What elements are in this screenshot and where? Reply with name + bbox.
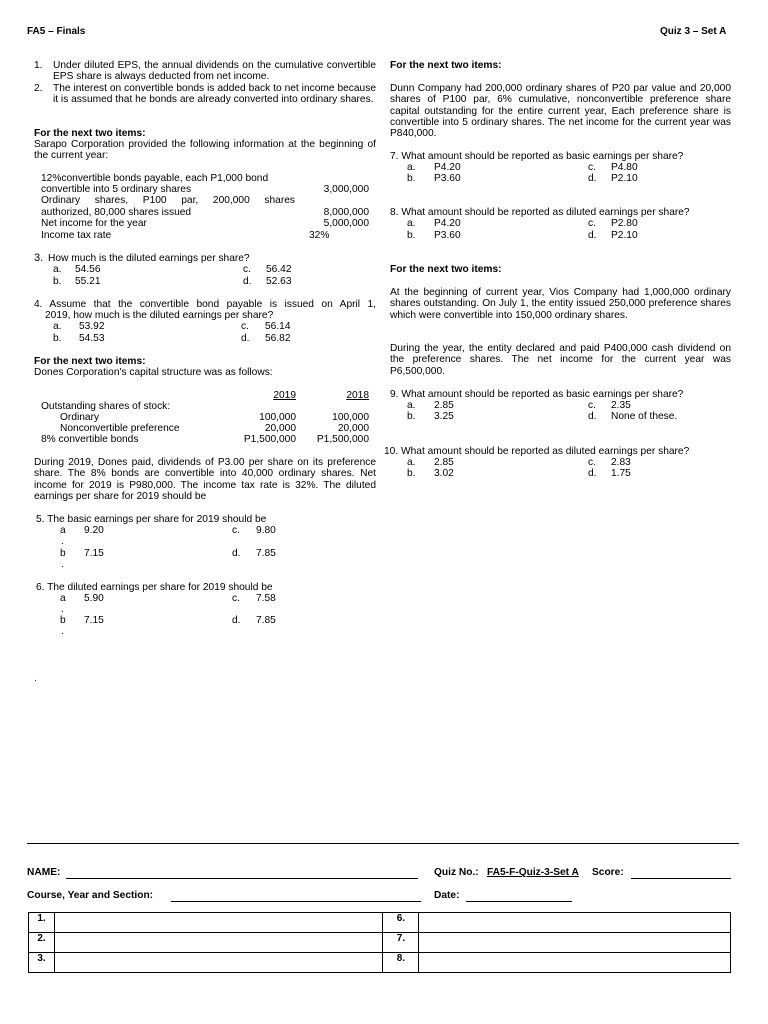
question-10-text: 10. What amount should be reported as diluted earnings per share?: [384, 446, 690, 457]
q3-choice-d-value: 52.63: [266, 276, 292, 287]
date-field[interactable]: [466, 901, 572, 902]
answer-cell[interactable]: [419, 913, 731, 933]
question-8-text: 8. What amount should be reported as diluted earnings per share?: [390, 207, 690, 218]
q4-choice-d-letter: d.: [241, 333, 250, 344]
question-6-text: 6. The diluted earnings per share for 2019 should be: [36, 582, 273, 593]
course-label: Course, Year and Section:: [27, 890, 154, 901]
answer-number: 1.: [29, 913, 55, 933]
q3-choice-d-letter: d.: [243, 276, 252, 287]
dones-intro: Dones Corporation's capital structure was as follows:: [34, 367, 273, 378]
q4-choice-c-value: 56.14: [265, 321, 291, 332]
answer-cell[interactable]: [54, 953, 383, 973]
choice-dot: .: [61, 626, 64, 637]
q6-choice-c-value: 7.58: [256, 593, 276, 604]
sarapo-row-1-line-2: convertible into 5 ordinary shares: [41, 184, 192, 195]
dones-row-label: Ordinary: [60, 412, 100, 423]
sarapo-row-1-line-1: 12%convertible bonds payable, each P1,000 bond: [41, 173, 269, 184]
q3-choice-b-value: 55.21: [75, 276, 101, 287]
header-right: Quiz 3 – Set A: [660, 26, 727, 37]
q3-choice-c-value: 56.42: [266, 264, 292, 275]
q9-choice-a-letter: a.: [407, 400, 416, 411]
q10-choice-d-letter: d.: [588, 468, 597, 479]
dones-row-value-2018: P1,500,000: [316, 434, 369, 445]
q7-choice-c-letter: c.: [588, 162, 596, 173]
question-9-text: 9. What amount should be reported as basic earnings per share?: [390, 389, 684, 400]
q4-choice-a-value: 53.92: [79, 321, 105, 332]
q10-choice-b-letter: b.: [407, 468, 416, 479]
dones-row-label: 8% convertible bonds: [41, 434, 139, 445]
q9-choice-c-value: 2.35: [611, 400, 631, 411]
q5-choice-c-value: 9.80: [256, 525, 276, 536]
dones-row-label: Outstanding shares of stock:: [41, 401, 171, 412]
dones-row-value-2019: 20,000: [264, 423, 296, 434]
dones-row-value-2018: 100,000: [332, 412, 369, 423]
header-left: FA5 – Finals: [27, 26, 86, 37]
q9-choice-d-value: None of these.: [611, 411, 678, 422]
dones-col-2018: 2018: [346, 390, 369, 401]
item-2-text: The interest on convertible bonds is added back to net income because it is assumed that he bonds are already converted into ordinary shares.: [53, 83, 376, 106]
q8-choice-c-letter: c.: [588, 218, 596, 229]
q8-choice-a-letter: a.: [407, 218, 416, 229]
sarapo-row-4-value: 32%: [309, 230, 330, 241]
sarapo-intro: Sarapo Corporation provided the following information at the beginning of the current year:: [34, 139, 376, 162]
dones-col-2019: 2019: [273, 390, 296, 401]
q8-choice-c-value: P2.80: [611, 218, 638, 229]
q9-choice-b-letter: b.: [407, 411, 416, 422]
dones-row-value-2019: P1,500,000: [243, 434, 296, 445]
q6-choice-a-letter: a: [60, 593, 66, 604]
q10-choice-d-value: 1.75: [611, 468, 631, 479]
q4-choice-b-letter: b.: [53, 333, 62, 344]
sarapo-row-2-line-2: authorized, 80,000 shares issued: [41, 207, 192, 218]
answer-cell[interactable]: [419, 933, 731, 953]
choice-dot: .: [61, 536, 64, 547]
q4-choice-c-letter: c.: [241, 321, 249, 332]
name-label: NAME:: [27, 867, 61, 878]
quiz-number-label: Quiz No.:: [434, 867, 479, 878]
q5-choice-d-letter: d.: [232, 548, 241, 559]
sarapo-row-3-label: Net income for the year: [41, 218, 147, 229]
q7-choice-d-letter: d.: [588, 173, 597, 184]
q10-choice-c-value: 2.83: [611, 457, 631, 468]
question-3-number: 3.: [34, 252, 44, 264]
score-label: Score:: [592, 867, 624, 878]
name-field[interactable]: [66, 878, 418, 879]
question-7-text: 7. What amount should be reported as basic earnings per share?: [390, 151, 684, 162]
dones-heading: For the next two items:: [34, 356, 146, 367]
q6-choice-d-value: 7.85: [256, 615, 276, 626]
score-field[interactable]: [631, 878, 731, 879]
q9-choice-d-letter: d.: [588, 411, 597, 422]
sarapo-row-1-value: 3,000,000: [323, 184, 369, 195]
dones-row-value-2019: 100,000: [259, 412, 296, 423]
q6-choice-c-letter: c.: [232, 593, 240, 604]
q10-choice-a-value: 2.85: [434, 457, 454, 468]
sarapo-row-2-line-1: Ordinary shares, P100 par, 200,000 shares: [41, 195, 295, 206]
q5-choice-c-letter: c.: [232, 525, 240, 536]
course-field[interactable]: [171, 901, 421, 902]
dunn-heading: For the next two items:: [390, 60, 502, 71]
item-1-number: 1.: [34, 60, 43, 71]
footer-divider: [27, 843, 739, 844]
q5-choice-a-value: 9.20: [84, 525, 104, 536]
answer-cell[interactable]: [54, 913, 383, 933]
q6-choice-b-value: 7.15: [84, 615, 104, 626]
question-5-text: 5. The basic earnings per share for 2019 should be: [36, 514, 267, 525]
q7-choice-b-letter: b.: [407, 173, 416, 184]
dones-row-label: Nonconvertible preference: [60, 423, 180, 434]
q10-choice-b-value: 3.02: [434, 468, 454, 479]
q9-choice-a-value: 2.85: [434, 400, 454, 411]
answer-cell[interactable]: [54, 933, 383, 953]
q7-choice-a-letter: a.: [407, 162, 416, 173]
answer-cell[interactable]: [419, 953, 731, 973]
q7-choice-d-value: P2.10: [611, 173, 638, 184]
vios-paragraph-1: At the beginning of current year, Vios Company had 1,000,000 ordinary shares outstanding. On July 1, the entity issued 250,000 preference shares which were convertible into 150,000 ordinary shares.: [390, 287, 731, 321]
q4-choice-b-value: 54.53: [79, 333, 105, 344]
answer-number: 2.: [29, 933, 55, 953]
question-3-text: How much is the diluted earnings per share?: [48, 253, 250, 264]
q8-choice-d-letter: d.: [588, 230, 597, 241]
item-2-number: 2.: [34, 83, 43, 94]
dones-row-value-2018: 20,000: [337, 423, 369, 434]
vios-paragraph-2: During the year, the entity declared and paid P400,000 cash dividend on the preference shares. The net income for the current year was P6,500,000.: [390, 343, 731, 377]
dones-paragraph: During 2019, Dones paid, dividends of P3.00 per share on its preference share. The 8% bonds are convertible into 40,000 ordinary shares. Net income for 2019 is P980,000. The income tax rate is 32%. The diluted earnings per share for 2019 should be: [34, 457, 376, 502]
q8-choice-a-value: P4.20: [434, 218, 461, 229]
stray-dot: .: [34, 673, 37, 684]
quiz-number-value: FA5-F-Quiz-3-Set A: [487, 867, 579, 878]
q5-choice-d-value: 7.85: [256, 548, 276, 559]
q7-choice-c-value: P4.80: [611, 162, 638, 173]
answer-row: [29, 933, 731, 953]
q10-choice-c-letter: c.: [588, 457, 596, 468]
answer-number: 3.: [29, 953, 55, 973]
answer-row: [29, 953, 731, 973]
q3-choice-a-value: 54.56: [75, 264, 101, 275]
answer-number: 6.: [383, 913, 419, 933]
q7-choice-a-value: P4.20: [434, 162, 461, 173]
dunn-paragraph: Dunn Company had 200,000 ordinary shares of P20 par value and 20,000 shares of P100 par, 6% cumulative, nonconvertible preference share capital outstanding for the entire current year, Each preference share is convertible into 5 ordinary shares. The net income for the current year was P840,000.: [390, 83, 731, 140]
sarapo-heading: For the next two items:: [34, 128, 146, 139]
q9-choice-c-letter: c.: [588, 400, 596, 411]
answer-row: [29, 913, 731, 933]
q7-choice-b-value: P3.60: [434, 173, 461, 184]
q3-choice-a-letter: a.: [53, 264, 62, 275]
sarapo-row-4-label: Income tax rate: [41, 230, 112, 241]
q5-choice-b-value: 7.15: [84, 548, 104, 559]
sarapo-row-2-value: 8,000,000: [323, 207, 369, 218]
q5-choice-b-letter: b: [60, 548, 66, 559]
q8-choice-b-value: P3.60: [434, 230, 461, 241]
question-4-line-2: 2019, how much is the diluted earnings per share?: [45, 310, 274, 321]
item-1-text: Under diluted EPS, the annual dividends on the cumulative convertible EPS share is always deducted from net income.: [53, 60, 376, 83]
answer-number: 7.: [383, 933, 419, 953]
q6-choice-a-value: 5.90: [84, 593, 104, 604]
date-label: Date:: [434, 890, 460, 901]
question-4-line-1: 4. Assume that the convertible bond payable is issued on April 1,: [34, 299, 376, 310]
q4-choice-a-letter: a.: [53, 321, 62, 332]
q3-choice-c-letter: c.: [243, 264, 251, 275]
q5-choice-a-letter: a: [60, 525, 66, 536]
q6-choice-d-letter: d.: [232, 615, 241, 626]
choice-dot: .: [61, 559, 64, 570]
q8-choice-b-letter: b.: [407, 230, 416, 241]
q4-choice-d-value: 56.82: [265, 333, 291, 344]
answer-number: 8.: [383, 953, 419, 973]
q8-choice-d-value: P2.10: [611, 230, 638, 241]
q9-choice-b-value: 3.25: [434, 411, 454, 422]
choice-dot: .: [61, 604, 64, 615]
q6-choice-b-letter: b: [60, 615, 66, 626]
q10-choice-a-letter: a.: [407, 457, 416, 468]
q3-choice-b-letter: b.: [53, 276, 62, 287]
answer-table: [28, 912, 731, 973]
sarapo-row-3-value: 5,000,000: [323, 218, 369, 229]
vios-heading: For the next two items:: [390, 264, 502, 275]
